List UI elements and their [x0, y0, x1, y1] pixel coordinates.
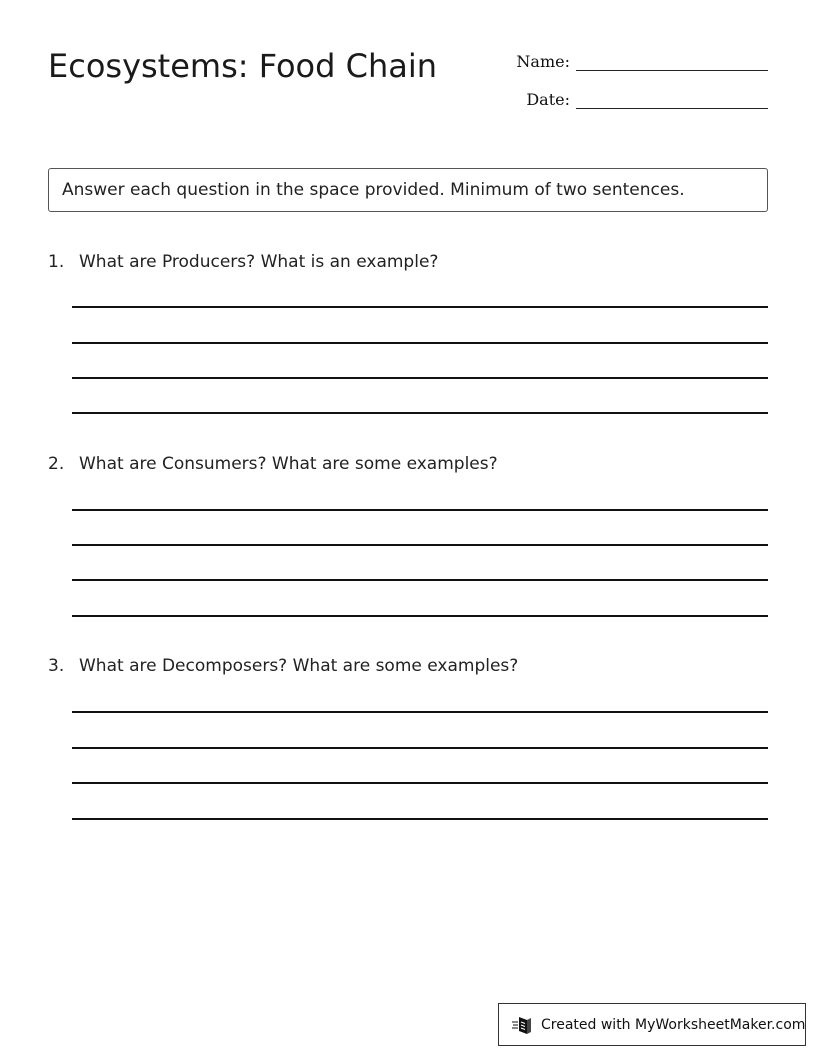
question-prompt	[48, 252, 768, 272]
myworksheetmaker-logo-icon	[511, 1014, 533, 1036]
footer-badge[interactable]	[498, 1003, 806, 1046]
question-prompt	[48, 454, 768, 474]
date-field[interactable]	[526, 91, 768, 109]
answer-line[interactable]	[72, 747, 768, 749]
worksheet-title: Ecosystems: Food Chain	[48, 47, 438, 85]
answer-line[interactable]	[72, 377, 768, 379]
question-prompt	[48, 656, 768, 676]
answer-line[interactable]	[72, 615, 768, 617]
date-label: Date:	[526, 90, 570, 109]
name-line[interactable]	[576, 56, 768, 71]
question-text: What are Producers? What is an example?	[79, 252, 439, 272]
instructions-box	[48, 168, 768, 212]
question-1	[48, 252, 768, 272]
question-text: What are Consumers? What are some examples?	[79, 454, 498, 474]
name-label: Name:	[516, 52, 570, 71]
answer-line[interactable]	[72, 782, 768, 784]
question-text: What are Decomposers? What are some examples?	[79, 656, 519, 676]
answer-line[interactable]	[72, 509, 768, 511]
question-2	[48, 454, 768, 474]
question-3	[48, 656, 768, 676]
question-number: 3.	[48, 656, 65, 676]
name-field[interactable]	[516, 53, 768, 71]
footer-text[interactable]: Created with MyWorksheetMaker.com	[541, 1016, 806, 1033]
question-number: 2.	[48, 454, 65, 474]
instructions-text: Answer each question in the space provided. Minimum of two sentences.	[62, 180, 685, 200]
answer-line[interactable]	[72, 412, 768, 414]
answer-line[interactable]	[72, 818, 768, 820]
question-number: 1.	[48, 252, 65, 272]
answer-line[interactable]	[72, 579, 768, 581]
answer-line[interactable]	[72, 711, 768, 713]
date-line[interactable]	[576, 94, 768, 109]
answer-line[interactable]	[72, 544, 768, 546]
answer-line[interactable]	[72, 306, 768, 308]
answer-line[interactable]	[72, 342, 768, 344]
